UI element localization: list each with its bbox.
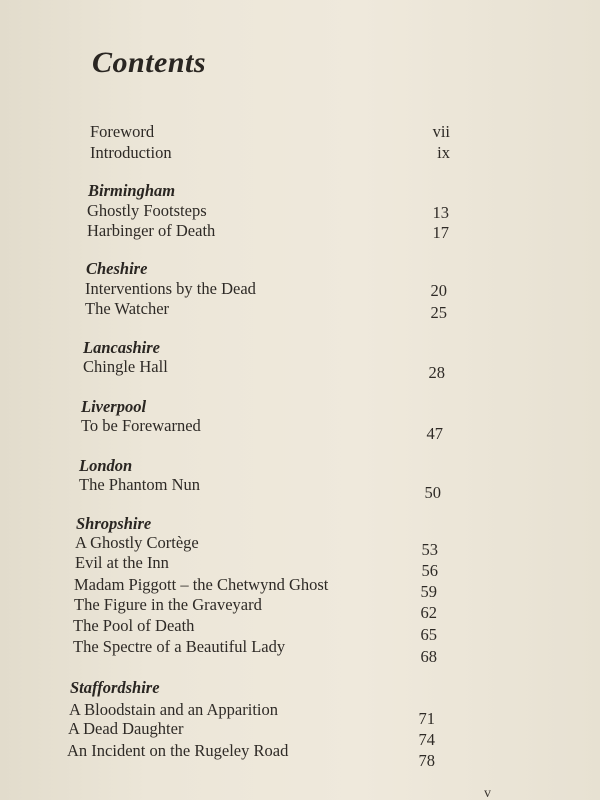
section-heading: London [79, 456, 133, 475]
toc-entry [85, 278, 447, 300]
toc-entry-page: 56 [421, 561, 438, 580]
toc-entry [87, 220, 449, 242]
toc-entry-label: The Phantom Nun [79, 475, 200, 494]
toc-entry-label: A Ghostly Cortège [75, 533, 199, 552]
toc-entry-page: 65 [420, 625, 437, 644]
toc-entry-label: A Bloodstain and an Apparition [69, 700, 278, 719]
toc-entry-page: ix [437, 143, 450, 162]
section-heading: Shropshire [76, 514, 152, 533]
toc-entry-page: 53 [421, 540, 438, 559]
toc-entry-label: Ghostly Footsteps [87, 201, 207, 220]
toc-entry [75, 532, 438, 559]
toc-entry-page: 25 [430, 303, 447, 322]
toc-entry [73, 615, 437, 644]
toc-entry-page: 47 [426, 424, 443, 443]
toc-entry-label: An Incident on the Rugeley Road [67, 741, 289, 760]
toc-entry-page: 17 [432, 223, 449, 242]
toc-entry-page: 78 [418, 751, 435, 770]
toc-entry-page: 71 [418, 709, 435, 728]
toc-entry [75, 552, 438, 580]
toc-entry [73, 636, 437, 666]
toc-entry-page: 13 [432, 203, 449, 222]
toc-entry-label: Harbinger of Death [87, 221, 216, 240]
toc-entry [74, 574, 437, 601]
section-heading: Staffordshire [70, 678, 160, 697]
toc-entry-page: 59 [420, 582, 437, 601]
toc-entry-page: vii [432, 122, 450, 141]
toc-entry-label: The Figure in the Graveyard [74, 595, 262, 614]
toc-entry [67, 740, 435, 770]
toc-entry [83, 356, 445, 382]
toc-entry-label: Chingle Hall [83, 357, 168, 376]
toc-entry-page: 50 [424, 483, 441, 502]
toc-entry-label: Evil at the Inn [75, 553, 169, 572]
section-heading: Birmingham [88, 181, 176, 200]
toc-entry-label: Madam Piggott – the Chetwynd Ghost [74, 575, 329, 594]
toc-entry-page: 20 [430, 281, 447, 300]
toc-entry-label: The Pool of Death [73, 616, 195, 635]
toc-entry [74, 594, 437, 622]
toc-entry [90, 142, 450, 164]
section-heading: Liverpool [81, 397, 147, 416]
toc-entry-label: Interventions by the Dead [85, 279, 256, 298]
toc-entry-page: 74 [418, 730, 435, 749]
toc-entry-label: Introduction [90, 143, 172, 162]
toc-entry-page: 28 [428, 363, 445, 382]
toc-entry [87, 200, 449, 222]
toc-entry-label: The Spectre of a Beautiful Lady [73, 637, 286, 656]
toc-entry [90, 121, 450, 143]
page-number: v [484, 786, 491, 800]
toc-entry [68, 718, 435, 749]
toc-entry-label: The Watcher [85, 299, 170, 318]
page-title: Contents [92, 46, 207, 79]
section-heading: Lancashire [83, 338, 161, 357]
toc-entry-page: 62 [420, 603, 437, 622]
toc-entry-label: A Dead Daughter [68, 719, 184, 738]
toc-entry [81, 415, 443, 443]
section-heading: Cheshire [86, 259, 148, 278]
toc-entry-label: Foreword [90, 122, 155, 141]
toc-entry [79, 474, 441, 502]
toc-entry [85, 298, 447, 320]
toc-entry-label: To be Forewarned [81, 416, 201, 435]
toc-entry-page: 68 [420, 647, 437, 666]
